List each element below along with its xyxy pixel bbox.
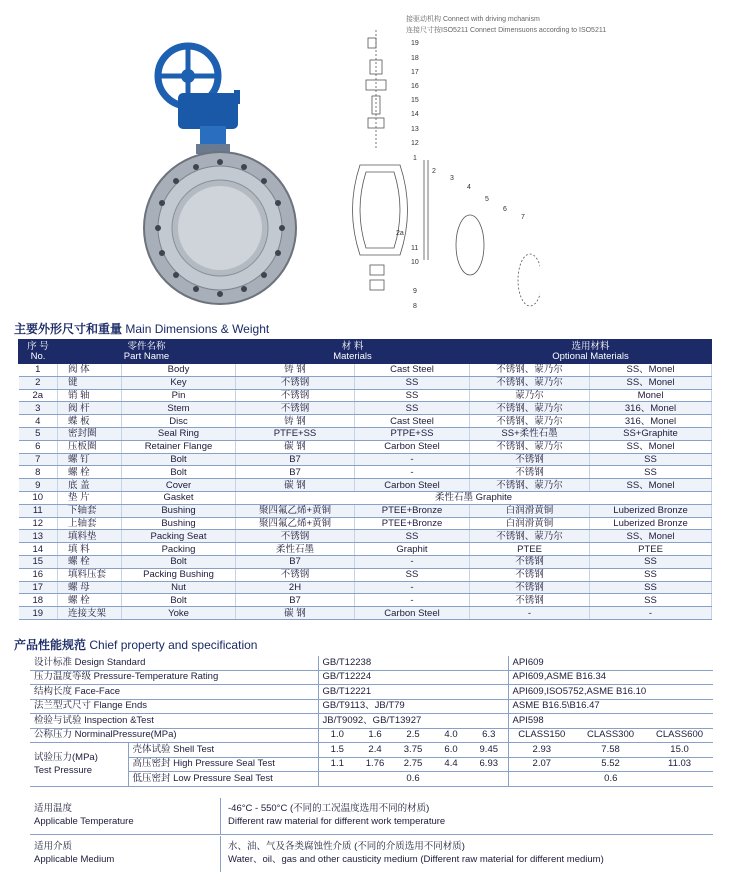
spec-row-inspection	[30, 714, 713, 729]
cell-part-en: Packing Seat	[122, 530, 236, 543]
cell-optional-cn: 不锈钢、蒙乃尔	[470, 402, 590, 415]
cell-no: 2a	[19, 389, 58, 402]
table-row	[19, 376, 712, 389]
callout-13: 13	[411, 126, 419, 133]
cell-optional-cn: 不锈钢、蒙乃尔	[470, 479, 590, 492]
cell-material-cn: B7	[236, 594, 355, 607]
cell-no: 10	[19, 491, 58, 504]
callout-19: 19	[411, 40, 419, 47]
cell-material-en: Carbon Steel	[355, 607, 470, 620]
cell-optional-en: SS	[590, 466, 712, 479]
cell-no: 13	[19, 530, 58, 543]
cell-optional-en: SS	[590, 594, 712, 607]
table-row	[19, 543, 712, 556]
cell-part-en: Disc	[122, 415, 236, 428]
section-title-specification	[14, 636, 257, 653]
cell-no: 7	[19, 453, 58, 466]
spec-label: 高压密封 High Pressure Seal Test	[128, 757, 318, 772]
drawing-note-driving: 接驱动机构 Connect with driving mchanism	[406, 16, 540, 23]
spec-row-low-pressure	[30, 772, 713, 787]
cell-part-cn: 螺 栓	[58, 555, 122, 568]
parts-table-body	[19, 364, 712, 620]
spec-row-shell-test	[30, 743, 713, 758]
cell-optional-cn: 不锈钢	[470, 594, 590, 607]
section-title-dimensions-en: Main Dimensions & Weight	[125, 322, 270, 336]
cell-material-cn: 不锈钢	[236, 376, 355, 389]
cell-material-cn: 碳 钢	[236, 440, 355, 453]
cell-optional-cn: 不锈钢、蒙乃尔	[470, 376, 590, 389]
high-api-3: 11.03	[646, 757, 713, 772]
cell-material-cn: 碳 钢	[236, 607, 355, 620]
cell-optional-en: 316、Monel	[590, 415, 712, 428]
cell-material-cn: 聚四氟乙烯+黄铜	[236, 504, 355, 517]
callout-11: 11	[411, 245, 419, 252]
cell-optional-cn: SS+柔性石墨	[470, 427, 590, 440]
callout-10: 10	[411, 259, 419, 266]
cell-no: 8	[19, 466, 58, 479]
cell-part-cn: 阀 杆	[58, 402, 122, 415]
cell-material-cn: B7	[236, 555, 355, 568]
cell-part-cn: 填料压套	[58, 568, 122, 581]
cell-no: 11	[19, 504, 58, 517]
cell-part-en: Stem	[122, 402, 236, 415]
cell-material-en: Carbon Steel	[355, 440, 470, 453]
nominal-api-1: CLASS150	[508, 728, 575, 743]
nominal-api-2: CLASS300	[575, 728, 646, 743]
cell-optional-cn: 白润滑黄铜	[470, 517, 590, 530]
high-gb-2: 1.76	[356, 757, 394, 772]
cell-optional-en: 316、Monel	[590, 402, 712, 415]
cell-optional-cn: 不锈钢	[470, 466, 590, 479]
cell-optional-en: SS、Monel	[590, 479, 712, 492]
table-row	[19, 555, 712, 568]
cell-no: 14	[19, 543, 58, 556]
cell-material-cn: B7	[236, 453, 355, 466]
callout-17: 17	[411, 69, 419, 76]
nominal-gb-3: 2.5	[394, 728, 432, 743]
table-row	[19, 479, 712, 492]
cell-no: 1	[19, 364, 58, 377]
callout-5: 5	[485, 196, 489, 203]
cell-part-cn: 蝶 板	[58, 415, 122, 428]
table-row	[19, 402, 712, 415]
cell-material-en: PTPE+SS	[355, 427, 470, 440]
cell-no: 16	[19, 568, 58, 581]
callout-6: 6	[503, 206, 507, 213]
header-materials: 材 料 Materials	[236, 340, 470, 364]
spec-label: 壳体试验 Shell Test	[128, 743, 318, 758]
cell-optional-en: SS、Monel	[590, 376, 712, 389]
callout-1: 1	[413, 155, 417, 162]
nominal-gb-4: 4.0	[432, 728, 470, 743]
cell-no: 15	[19, 555, 58, 568]
cell-part-en: Seal Ring	[122, 427, 236, 440]
cell-no: 2	[19, 376, 58, 389]
callout-14: 14	[411, 111, 419, 118]
drawing-note-iso: 连接尺寸按ISO5211 Connect Dimensuons according to ISO5211	[406, 27, 607, 34]
cell-material-cn: B7	[236, 466, 355, 479]
cell-optional-cn: 不锈钢、蒙乃尔	[470, 440, 590, 453]
callout-8: 8	[413, 303, 417, 310]
callout-16: 16	[411, 83, 419, 90]
section-title-dimensions	[14, 320, 269, 337]
cell-material-en: -	[355, 466, 470, 479]
cell-part-en: Bolt	[122, 555, 236, 568]
table-row	[19, 581, 712, 594]
spec-api: API609	[508, 656, 713, 670]
spec-row-design-standard	[30, 656, 713, 670]
cell-part-en: Pin	[122, 389, 236, 402]
cell-part-cn: 密封圈	[58, 427, 122, 440]
low-gb: 0.6	[318, 772, 508, 787]
shell-api-1: 2.93	[508, 743, 575, 758]
cell-no: 19	[19, 607, 58, 620]
cell-optional-en: SS	[590, 453, 712, 466]
exploded-drawing	[340, 30, 540, 310]
medium-label: 适用介质 Applicable Medium	[34, 841, 115, 865]
cell-optional-cn: -	[470, 607, 590, 620]
spec-label: 检验与试验 Inspection &Test	[30, 714, 318, 729]
callout-2: 2	[432, 168, 436, 175]
cell-material-en: SS	[355, 389, 470, 402]
spec-api: ASME B16.5\B16.47	[508, 699, 713, 714]
cell-part-cn: 上轴套	[58, 517, 122, 530]
cell-part-cn: 键	[58, 376, 122, 389]
spec-gb: GB/T12221	[318, 685, 508, 700]
shell-gb-1: 1.5	[318, 743, 356, 758]
cell-optional-en: SS	[590, 555, 712, 568]
nominal-gb-1: 1.0	[318, 728, 356, 743]
product-illustration-area	[0, 0, 730, 318]
cell-optional-cn: 白润滑黄铜	[470, 504, 590, 517]
cell-part-en: Packing	[122, 543, 236, 556]
nominal-gb-2: 1.6	[356, 728, 394, 743]
parts-table-header	[19, 340, 712, 364]
cell-no: 4	[19, 415, 58, 428]
cell-optional-en: -	[590, 607, 712, 620]
cell-material-en: Cast Steel	[355, 364, 470, 377]
high-gb-4: 4.4	[432, 757, 470, 772]
cell-material-en: Carbon Steel	[355, 479, 470, 492]
cell-material-cn: 铸 钢	[236, 415, 355, 428]
cell-material-en: SS	[355, 530, 470, 543]
cell-part-cn: 垫 片	[58, 491, 122, 504]
cell-no: 3	[19, 402, 58, 415]
section-title-dimensions-cn: 主要外形尺寸和重量	[14, 322, 123, 336]
temperature-label: 适用温度 Applicable Temperature	[34, 803, 134, 827]
cell-optional-en: SS、Monel	[590, 440, 712, 453]
cell-part-en: Retainer Flange	[122, 440, 236, 453]
spec-row-high-pressure	[30, 757, 713, 772]
table-row	[19, 415, 712, 428]
shell-gb-5: 9.45	[470, 743, 508, 758]
cell-part-en: Bolt	[122, 453, 236, 466]
section-title-specification-en: Chief property and specification	[89, 638, 258, 652]
cell-no: 12	[19, 517, 58, 530]
table-row	[19, 427, 712, 440]
shell-gb-4: 6.0	[432, 743, 470, 758]
high-api-1: 2.07	[508, 757, 575, 772]
cell-optional-cn: 不锈钢	[470, 568, 590, 581]
cell-optional-en: SS	[590, 581, 712, 594]
cell-part-cn: 下轴套	[58, 504, 122, 517]
cell-material-en: Cast Steel	[355, 415, 470, 428]
cell-material-cn: 聚四氟乙烯+黄铜	[236, 517, 355, 530]
spec-label: 公称压力 NorminalPressure(MPa)	[30, 728, 318, 743]
cell-part-cn: 销 轴	[58, 389, 122, 402]
cell-material-cn: 不锈钢	[236, 389, 355, 402]
cell-optional-en: SS、Monel	[590, 364, 712, 377]
cell-part-cn: 底 盖	[58, 479, 122, 492]
cell-material-en: PTEE+Bronze	[355, 504, 470, 517]
spec-gb: JB/T9092、GB/T13927	[318, 714, 508, 729]
high-gb-5: 6.93	[470, 757, 508, 772]
cell-part-cn: 螺 栓	[58, 466, 122, 479]
cell-part-en: Body	[122, 364, 236, 377]
table-row	[19, 440, 712, 453]
cell-no: 17	[19, 581, 58, 594]
cell-material-en: Graphit	[355, 543, 470, 556]
table-row	[19, 466, 712, 479]
spec-label: 低压密封 Low Pressure Seal Test	[128, 772, 318, 787]
cell-part-en: Nut	[122, 581, 236, 594]
low-api: 0.6	[508, 772, 713, 787]
callout-4: 4	[467, 184, 471, 191]
spec-api: API598	[508, 714, 713, 729]
cell-material-cn: 不锈钢	[236, 402, 355, 415]
table-row	[19, 607, 712, 620]
callout-3: 3	[450, 175, 454, 182]
cell-part-en: Key	[122, 376, 236, 389]
shell-api-3: 15.0	[646, 743, 713, 758]
callout-12: 12	[411, 140, 419, 147]
cell-material-cn: 2H	[236, 581, 355, 594]
cell-optional-en: PTEE	[590, 543, 712, 556]
spec-row-nominal-pressure	[30, 728, 713, 743]
cell-part-en: Bushing	[122, 504, 236, 517]
table-row	[19, 594, 712, 607]
shell-gb-3: 3.75	[394, 743, 432, 758]
cell-part-cn: 螺 栓	[58, 594, 122, 607]
spec-gb: GB/T12224	[318, 670, 508, 685]
cell-material-en: -	[355, 453, 470, 466]
cell-part-en: Gasket	[122, 491, 236, 504]
cell-material-cn: 不锈钢	[236, 568, 355, 581]
high-api-2: 5.52	[575, 757, 646, 772]
cell-part-cn: 螺 钉	[58, 453, 122, 466]
temperature-value: -46°C - 550°C (不同的工况温度选用不同的材质) Different raw material for different work temperature	[228, 803, 446, 827]
shell-api-2: 7.58	[575, 743, 646, 758]
spec-api: API609,ISO5752,ASME B16.10	[508, 685, 713, 700]
cell-part-cn: 填 料	[58, 543, 122, 556]
shell-gb-2: 2.4	[356, 743, 394, 758]
spec-table	[30, 656, 713, 787]
cell-part-en: Bolt	[122, 466, 236, 479]
cell-part-cn: 填料垫	[58, 530, 122, 543]
table-row	[19, 517, 712, 530]
nominal-api-3: CLASS600	[646, 728, 713, 743]
cell-part-en: Bushing	[122, 517, 236, 530]
spec-label: 法兰型式尺寸 Flange Ends	[30, 699, 318, 714]
spec-row-flange-ends	[30, 699, 713, 714]
medium-value: 水、油、气及各类腐蚀性介质 (不同的介质选用不同材质) Water、oil、gas and other causticity medium (Different raw material for different medium)	[228, 841, 604, 865]
callout-7: 7	[521, 214, 525, 221]
nominal-gb-5: 6.3	[470, 728, 508, 743]
cell-optional-en: Monel	[590, 389, 712, 402]
cell-material-cn: 碳 钢	[236, 479, 355, 492]
cell-part-cn: 阀 体	[58, 364, 122, 377]
cell-optional-cn: 不锈钢	[470, 555, 590, 568]
table-row	[19, 568, 712, 581]
cell-optional-cn: 不锈钢、蒙乃尔	[470, 530, 590, 543]
parts-table	[18, 339, 712, 620]
cell-material-cn: 不锈钢	[236, 530, 355, 543]
spec-label: 压力温度等级 Pressure-Temperature Rating	[30, 670, 318, 685]
table-row	[19, 453, 712, 466]
cell-optional-en: SS、Monel	[590, 530, 712, 543]
cell-no: 9	[19, 479, 58, 492]
cell-no: 6	[19, 440, 58, 453]
table-row	[19, 530, 712, 543]
cell-material-cn: 柔性石墨	[236, 543, 355, 556]
callout-18: 18	[411, 55, 419, 62]
cell-material-en: -	[355, 594, 470, 607]
table-row	[19, 389, 712, 402]
cell-no: 18	[19, 594, 58, 607]
test-pressure-label: 试验压力(MPa) Test Pressure	[30, 743, 128, 787]
cell-optional-en: SS	[590, 568, 712, 581]
high-gb-3: 2.75	[394, 757, 432, 772]
header-part-name: 零件名称 Part Name	[58, 340, 236, 364]
cell-material-en: SS	[355, 402, 470, 415]
cell-material-en: -	[355, 581, 470, 594]
cell-optional-cn: 不锈钢、蒙乃尔	[470, 364, 590, 377]
header-no: 序 号 No.	[19, 340, 58, 364]
cell-part-cn: 压板圈	[58, 440, 122, 453]
cell-optional-en: SS+Graphite	[590, 427, 712, 440]
cell-material-en: PTEE+Bronze	[355, 517, 470, 530]
section-title-specification-cn: 产品性能规范	[14, 638, 87, 652]
cell-optional-en: Luberized Bronze	[590, 517, 712, 530]
high-gb-1: 1.1	[318, 757, 356, 772]
cell-part-cn: 连接支架	[58, 607, 122, 620]
cell-optional-cn: 不锈钢、蒙乃尔	[470, 415, 590, 428]
cell-optional-cn: 不锈钢	[470, 453, 590, 466]
applicable-temperature-row	[30, 798, 713, 835]
spec-row-face-face	[30, 685, 713, 700]
cell-optional-en: Luberized Bronze	[590, 504, 712, 517]
spec-label: 结构长度 Face-Face	[30, 685, 318, 700]
callout-15: 15	[411, 97, 419, 104]
applicable-medium-row	[30, 836, 713, 872]
cell-material-en: -	[355, 555, 470, 568]
cell-optional-cn: 不锈钢	[470, 581, 590, 594]
spec-gb: GB/T12238	[318, 656, 508, 670]
callout-2a: 2a	[396, 230, 404, 237]
callout-9: 9	[413, 288, 417, 295]
table-row	[19, 491, 712, 504]
cell-material-en: SS	[355, 568, 470, 581]
spec-api: API609,ASME B16.34	[508, 670, 713, 685]
cell-part-en: Packing Bushing	[122, 568, 236, 581]
table-row	[19, 504, 712, 517]
cell-material-cn: 铸 钢	[236, 364, 355, 377]
cell-part-cn: 螺 母	[58, 581, 122, 594]
cell-optional-cn: PTEE	[470, 543, 590, 556]
cell-material-span: 柔性石墨 Graphite	[236, 491, 712, 504]
table-row	[19, 364, 712, 377]
cell-optional-cn: 蒙乃尔	[470, 389, 590, 402]
cell-no: 5	[19, 427, 58, 440]
header-optional-materials: 选用材料 Optional Materials	[470, 340, 712, 364]
cell-material-en: SS	[355, 376, 470, 389]
spec-gb: GB/T9113、JB/T79	[318, 699, 508, 714]
cell-part-en: Cover	[122, 479, 236, 492]
spec-row-pt-rating	[30, 670, 713, 685]
spec-label: 设计标准 Design Standard	[30, 656, 318, 670]
cell-part-en: Bolt	[122, 594, 236, 607]
cell-material-cn: PTFE+SS	[236, 427, 355, 440]
cell-part-en: Yoke	[122, 607, 236, 620]
